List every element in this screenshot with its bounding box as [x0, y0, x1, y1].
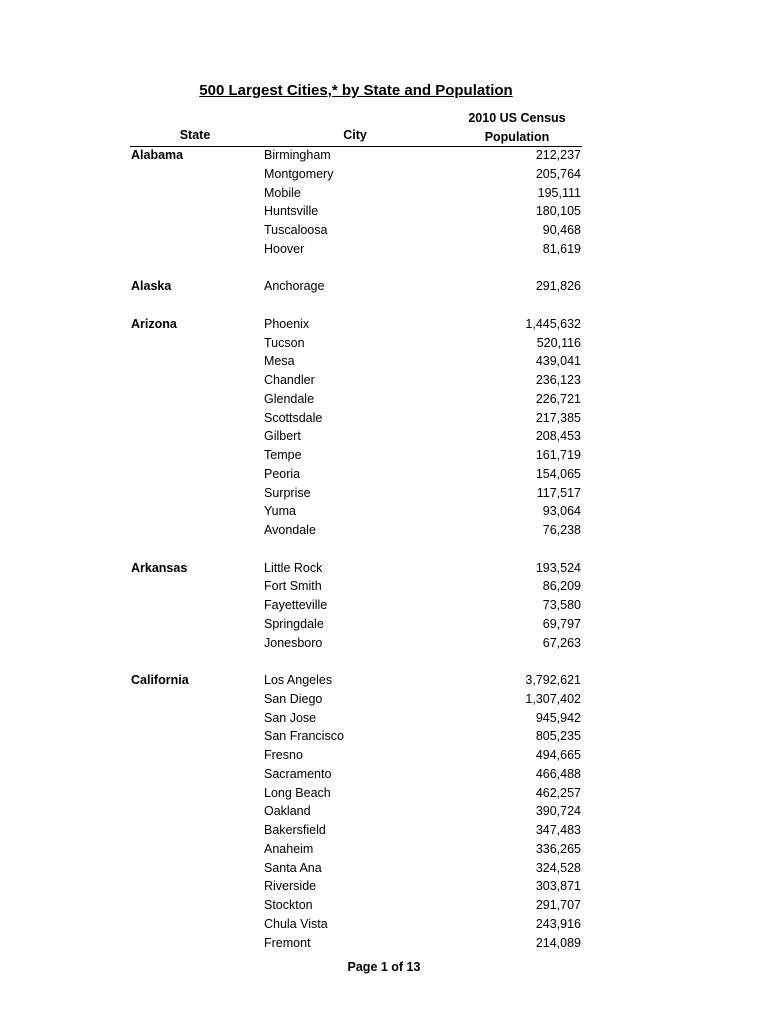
table-row — [0, 447, 768, 466]
city-cell: Fort Smith — [264, 579, 322, 594]
state-cell: Arizona — [131, 316, 177, 331]
city-cell: Phoenix — [264, 316, 310, 331]
city-cell: Sacramento — [264, 766, 332, 781]
population-cell: 390,724 — [535, 804, 581, 819]
city-cell: Oakland — [264, 804, 311, 819]
city-cell: Riverside — [264, 879, 317, 894]
population-cell: 69,797 — [542, 616, 581, 631]
population-cell: 324,528 — [535, 860, 581, 875]
table-row — [0, 860, 768, 879]
city-cell: Tucson — [264, 335, 305, 350]
population-cell: 86,209 — [542, 579, 581, 594]
population-cell: 195,111 — [537, 185, 581, 200]
population-cell: 73,580 — [542, 598, 581, 612]
population-cell: 336,265 — [535, 841, 581, 856]
table-row — [0, 166, 768, 185]
table-row — [0, 147, 768, 166]
state-cell: Arkansas — [131, 560, 188, 575]
city-cell: San Jose — [264, 710, 317, 725]
city-cell: Mobile — [264, 185, 301, 200]
population-cell: 347,483 — [535, 823, 581, 837]
table-row — [0, 185, 768, 204]
table-row — [0, 578, 768, 597]
city-cell: Jonesboro — [264, 635, 323, 650]
population-cell: 180,105 — [535, 204, 581, 219]
table-row — [0, 241, 768, 260]
city-cell: Chandler — [264, 373, 315, 387]
page-title: 500 Largest Cities,* by State and Population — [199, 82, 513, 99]
city-cell: Montgomery — [264, 166, 334, 181]
city-cell: Hoover — [264, 241, 305, 256]
table-row — [0, 747, 768, 766]
table-row — [0, 391, 768, 410]
table-row — [0, 785, 768, 804]
population-cell: 154,065 — [535, 466, 581, 481]
population-cell: 805,235 — [535, 729, 581, 744]
city-cell: Yuma — [264, 504, 296, 519]
population-cell: 303,871 — [535, 879, 581, 894]
table-row — [0, 878, 768, 897]
city-cell: Huntsville — [264, 204, 319, 219]
page-footer: Page 1 of 13 — [347, 960, 421, 974]
column-header-population — [452, 109, 582, 147]
population-cell: 1,445,632 — [525, 316, 581, 331]
state-cell: California — [131, 673, 189, 687]
table-row — [0, 616, 768, 635]
table-row — [0, 503, 768, 522]
population-cell: 520,116 — [536, 335, 581, 350]
city-cell: Fremont — [264, 935, 311, 950]
city-cell: Mesa — [264, 354, 295, 369]
group-spacer — [0, 260, 768, 279]
city-cell: Los Angeles — [264, 673, 333, 687]
city-cell: Birmingham — [264, 148, 331, 162]
table-row — [0, 222, 768, 241]
city-cell: Glendale — [264, 391, 315, 406]
population-cell: 214,089 — [535, 935, 581, 950]
table-row — [0, 672, 768, 691]
city-cell: Santa Ana — [264, 860, 322, 875]
city-cell: Avondale — [264, 523, 316, 537]
city-cell: Springdale — [264, 616, 324, 631]
population-cell: 217,385 — [535, 410, 581, 425]
city-cell: Stockton — [264, 898, 313, 912]
population-header-line1: 2010 US Census — [468, 111, 566, 125]
city-cell: Bakersfield — [264, 823, 326, 837]
table-row — [0, 316, 768, 335]
table-row — [0, 203, 768, 222]
city-cell: Peoria — [264, 466, 301, 481]
table-row — [0, 766, 768, 785]
table-row — [0, 691, 768, 710]
group-spacer — [0, 653, 768, 672]
table-row — [0, 597, 768, 616]
population-cell: 291,707 — [535, 898, 581, 912]
population-cell: 226,721 — [535, 391, 581, 406]
table-row — [0, 897, 768, 916]
population-cell: 243,916 — [535, 916, 581, 931]
table-row — [0, 710, 768, 729]
state-cell: Alabama — [131, 148, 184, 162]
population-cell: 117,517 — [536, 485, 581, 500]
population-cell: 93,064 — [542, 504, 581, 519]
table-row — [0, 822, 768, 841]
population-cell: 205,764 — [535, 166, 581, 181]
population-cell: 161,719 — [535, 448, 581, 462]
population-cell: 67,263 — [542, 635, 581, 650]
table-row — [0, 335, 768, 354]
population-cell: 76,238 — [542, 523, 581, 537]
table-row — [0, 803, 768, 822]
group-spacer — [0, 297, 768, 316]
column-header-state: State — [179, 128, 211, 142]
population-cell: 439,041 — [535, 354, 581, 369]
city-cell: Anchorage — [264, 279, 325, 294]
population-cell: 494,665 — [535, 748, 581, 762]
city-table — [0, 147, 768, 953]
population-header-line2: Population — [484, 130, 550, 144]
table-row — [0, 372, 768, 391]
population-cell: 3,792,621 — [525, 673, 581, 687]
group-spacer — [0, 541, 768, 560]
city-cell: Scottsdale — [264, 410, 323, 425]
table-row — [0, 466, 768, 485]
column-header-city: City — [343, 128, 367, 142]
population-cell: 291,826 — [535, 279, 581, 294]
table-row — [0, 353, 768, 372]
population-cell: 81,619 — [542, 241, 581, 256]
table-row — [0, 728, 768, 747]
city-cell: Surprise — [264, 485, 311, 500]
city-cell: Tempe — [264, 448, 302, 462]
table-row — [0, 916, 768, 935]
city-cell: San Diego — [264, 691, 323, 706]
city-cell: Chula Vista — [264, 916, 328, 931]
table-row — [0, 278, 768, 297]
city-cell: Gilbert — [264, 429, 301, 444]
population-cell: 193,524 — [535, 560, 581, 575]
population-cell: 945,942 — [535, 710, 581, 725]
table-row — [0, 410, 768, 429]
table-row — [0, 428, 768, 447]
population-cell: 462,257 — [535, 785, 581, 800]
city-cell: San Francisco — [264, 729, 344, 744]
city-cell: Fayetteville — [264, 598, 328, 612]
city-cell: Anaheim — [264, 841, 314, 856]
state-cell: Alaska — [131, 279, 172, 294]
city-cell: Fresno — [264, 748, 303, 762]
table-row — [0, 560, 768, 579]
table-row — [0, 935, 768, 954]
city-cell: Tuscaloosa — [264, 223, 328, 237]
table-row — [0, 635, 768, 654]
population-cell: 466,488 — [535, 766, 581, 781]
population-cell: 208,453 — [535, 429, 581, 444]
population-cell: 90,468 — [542, 223, 581, 237]
table-row — [0, 522, 768, 541]
city-cell: Little Rock — [264, 560, 323, 575]
population-cell: 1,307,402 — [525, 691, 581, 706]
table-row — [0, 841, 768, 860]
table-row — [0, 485, 768, 504]
population-cell: 236,123 — [535, 373, 581, 387]
population-cell: 212,237 — [535, 148, 581, 162]
city-cell: Long Beach — [264, 785, 331, 800]
